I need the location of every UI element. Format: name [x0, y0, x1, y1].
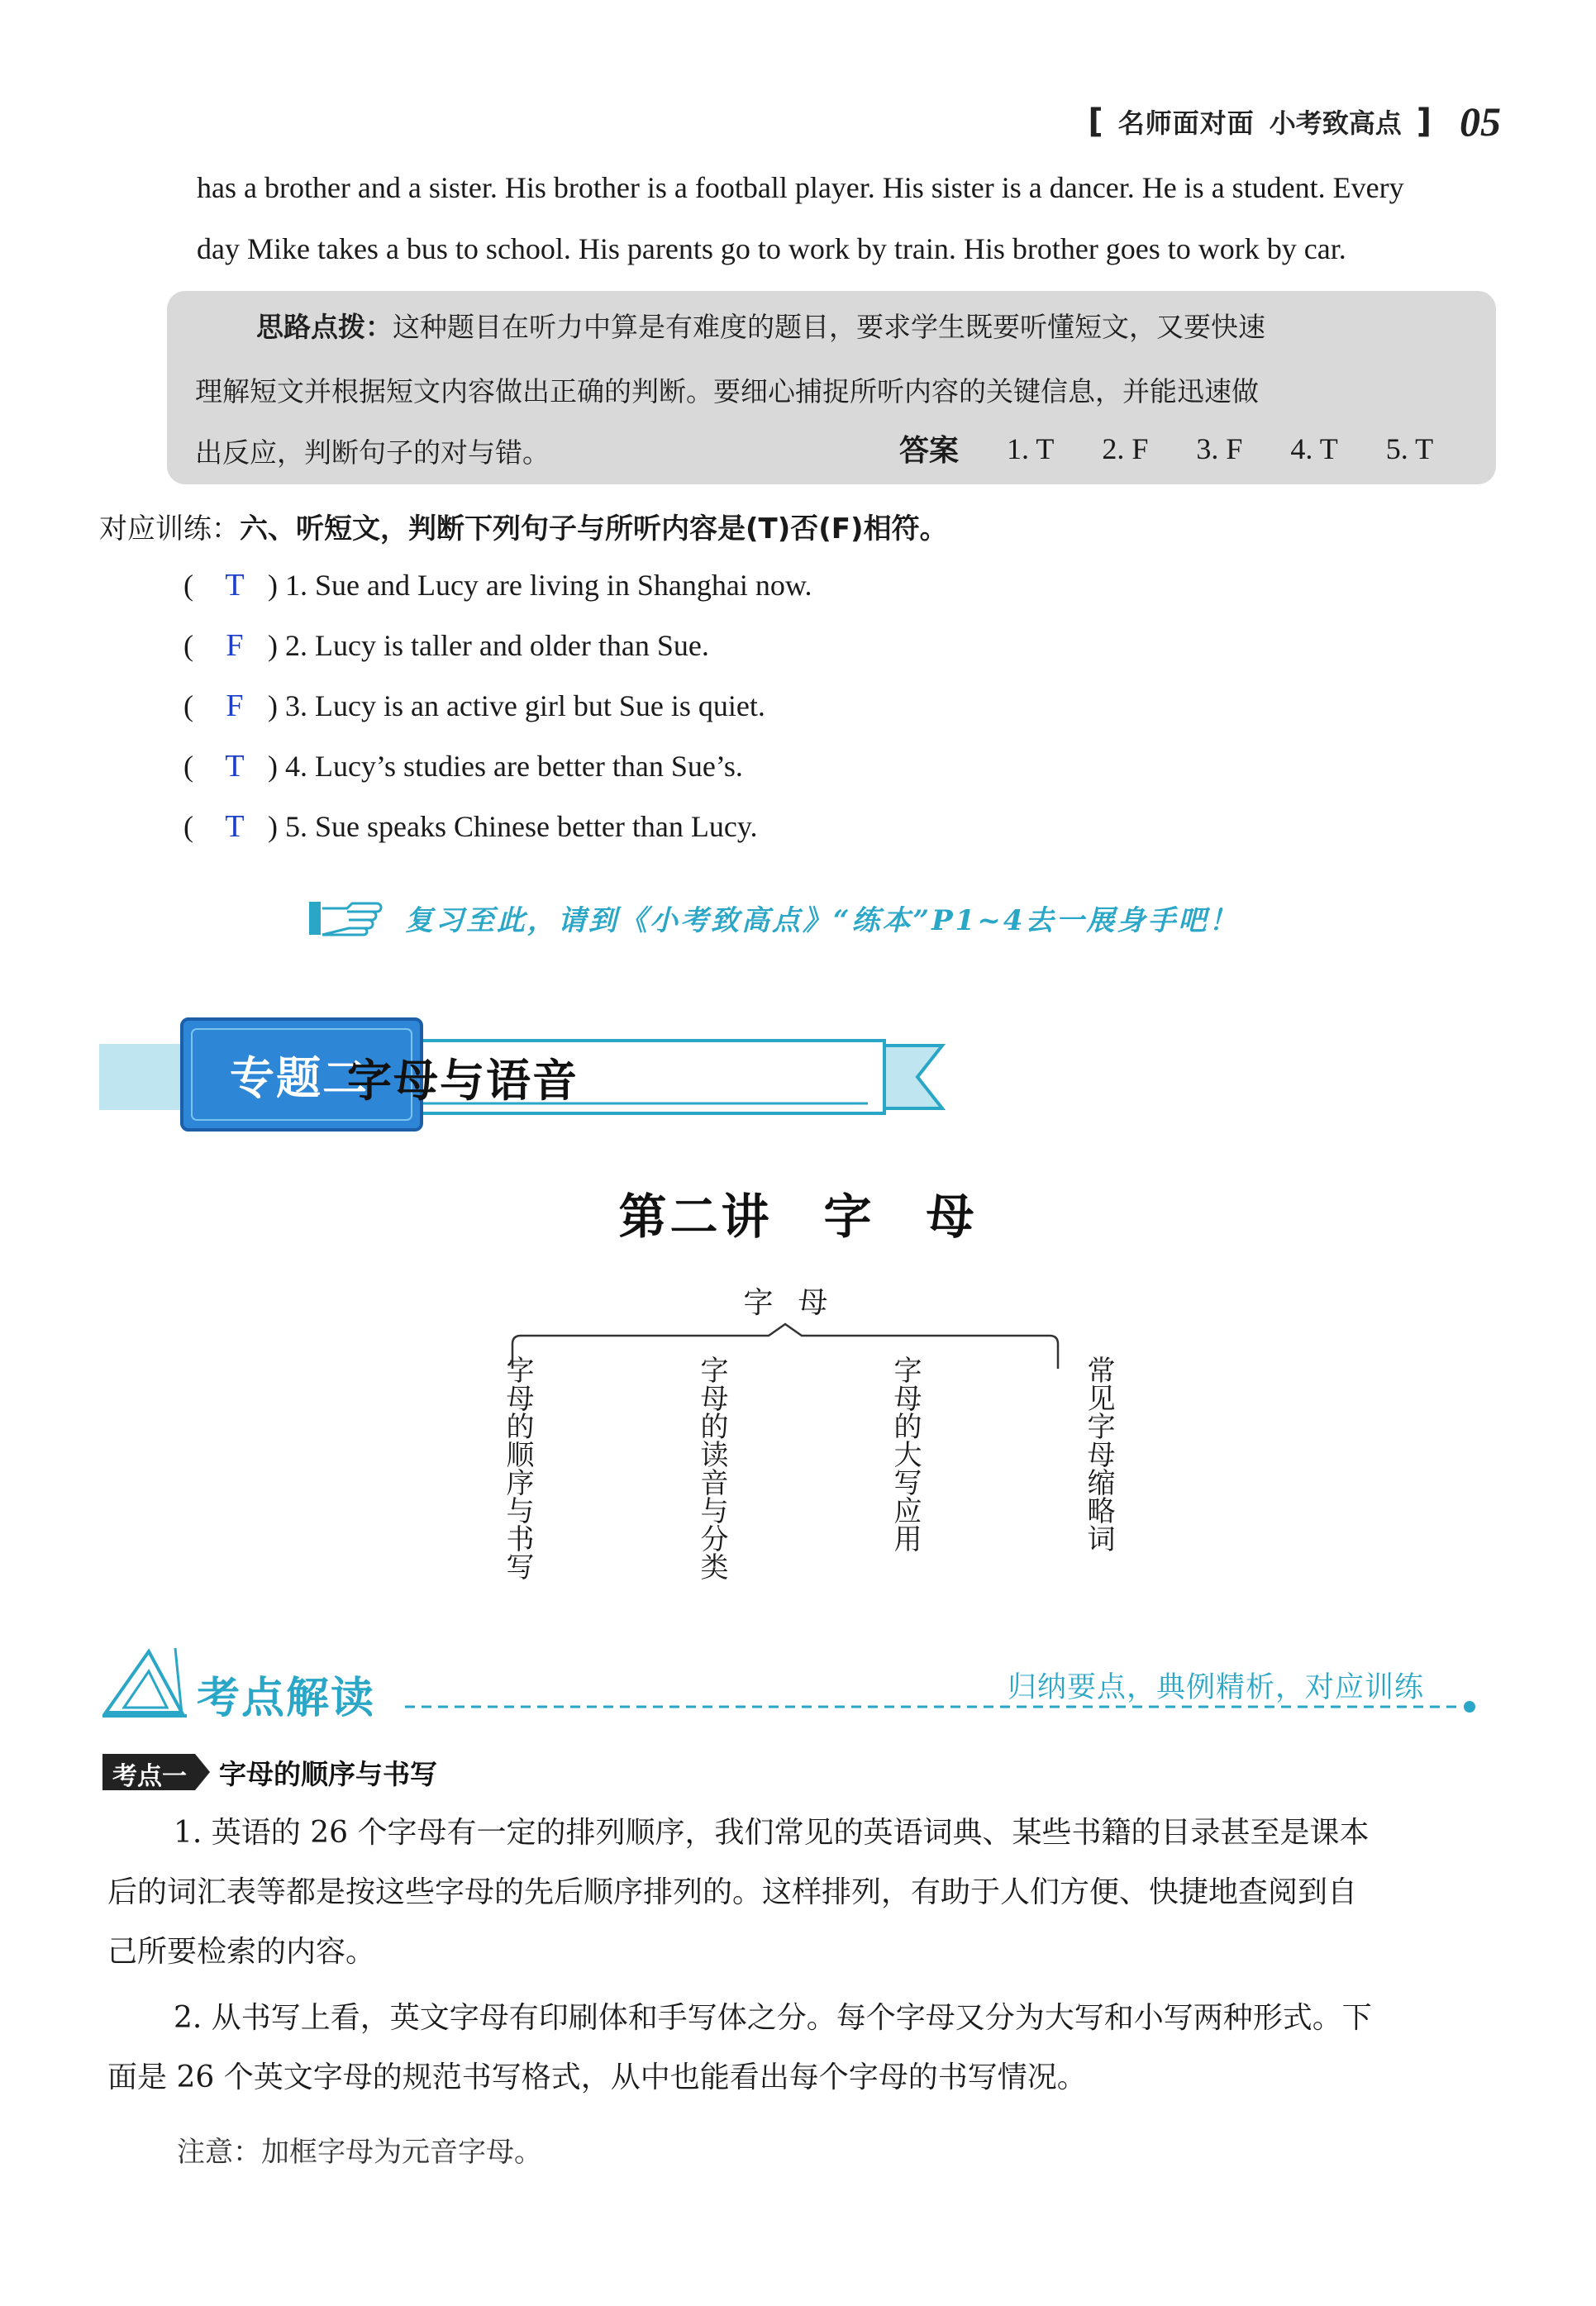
passage-line-2: day Mike takes a bus to school. His parents go to work by train. His brother goes to work by car. [197, 232, 1346, 265]
paragraph-2-line-1: 2. 从书写上看，英文字母有印刷体和手写体之分。每个字母又分为大写和小写两种形式。下 [174, 2001, 1372, 2035]
page-number: 05 [1460, 98, 1501, 145]
open-paren: ( [183, 750, 193, 783]
answer-label: 答案 [899, 434, 960, 468]
question-text: ) 5. Sue speaks Chinese better than Lucy. [268, 810, 758, 843]
kaodian-tag: 考点一 [112, 1762, 187, 1791]
answer-item: 4. T [1290, 431, 1338, 465]
tree-root: 字母 [743, 1286, 853, 1320]
pointing-hand-icon [307, 897, 390, 938]
tip-line-2: 理解短文并根据短文内容做出正确的判断。要细心捕捉所听内容的关键信息，并能迅速做 [195, 375, 1259, 407]
tip-text-1: 这种题目在听力中算是有难度的题目，要求学生既要听懂短文，又要快速 [393, 311, 1265, 343]
paragraph-1-line-1: 1. 英语的 26 个字母有一定的排列顺序，我们常见的英语词典、某些书籍的目录甚至是课本 [174, 1816, 1370, 1850]
answer-item: 1. T [1007, 431, 1055, 465]
passage-line-1: has a brother and a sister. His brother is a football player. His sister is a dancer. He is a student. Every [197, 171, 1404, 204]
topic-title: 字母与语音 [347, 1055, 579, 1107]
review-note [307, 897, 1239, 938]
tree-branch-order-writing: 字母的顺序与书写 [501, 1355, 534, 1580]
question-text: ) 2. Lucy is taller and older than Sue. [268, 629, 709, 662]
paragraph-2-line-2: 面是 26 个英文字母的规范书写格式，从中也能看出每个字母的书写情况。 [107, 2061, 1087, 2094]
training-instruction: 六、听短文，判断下列句子与所听内容是(T)否(F)相符。 [240, 512, 948, 546]
open-bracket: [ [1088, 102, 1103, 141]
training-label: 对应训练： [99, 512, 240, 546]
question-text: ) 3. Lucy is an active girl but Sue is quiet. [268, 689, 765, 722]
question-answer: F [226, 628, 244, 663]
answer-item: 3. F [1196, 431, 1243, 465]
question-row [183, 560, 812, 610]
tree-brace [463, 1321, 1108, 1370]
question-row [183, 681, 765, 731]
question-text: ) 1. Sue and Lucy are living in Shanghai now. [268, 569, 812, 602]
running-head [1088, 98, 1501, 145]
points-divider [405, 1699, 1479, 1715]
book-subtitle: 小考致高点 [1269, 107, 1402, 139]
vowel-note: 注意：加框字母为元音字母。 [177, 2136, 542, 2169]
open-paren: ( [183, 810, 193, 843]
points-title: 考点解读 [197, 1674, 376, 1723]
tree-branch-capitalization: 字母的大写应用 [889, 1355, 922, 1552]
lecture-title: 第二讲 字 母 [618, 1189, 978, 1245]
topic-tag: 专题二 [230, 1052, 369, 1104]
kaodian-title: 字母的顺序与书写 [219, 1758, 437, 1790]
tip-label: 思路点拨： [256, 311, 393, 343]
answer-item: 5. T [1385, 431, 1434, 465]
question-row [183, 802, 758, 851]
close-bracket: ] [1416, 102, 1432, 141]
answer-item: 2. F [1102, 431, 1149, 465]
open-paren: ( [183, 569, 193, 602]
points-subtitle: 归纳要点，典例精析，对应训练 [1007, 1671, 1424, 1704]
question-row [183, 621, 709, 670]
answer-row [899, 427, 1433, 469]
review-text: 复习至此，请到《小考致高点》“练本”P1~4去一展身手吧！ [405, 903, 1240, 937]
training-heading [99, 506, 948, 546]
series-name: 名师面对面 [1117, 107, 1255, 139]
question-answer: T [225, 568, 245, 603]
question-answer: T [225, 749, 245, 784]
tree-branch-pronunciation: 字母的读音与分类 [695, 1355, 728, 1580]
tip-line-1 [256, 306, 1546, 345]
tip-line-3: 出反应，判断句子的对与错。 [195, 436, 550, 469]
question-text: ) 4. Lucy’s studies are better than Sue’s. [268, 750, 743, 783]
open-paren: ( [183, 629, 193, 662]
question-row [183, 741, 743, 791]
paragraph-1-line-3: 己所要检索的内容。 [107, 1935, 376, 1969]
tree-branch-abbreviations: 常见字母缩略词 [1082, 1355, 1115, 1552]
question-answer: F [226, 688, 244, 723]
question-answer: T [225, 809, 245, 844]
paragraph-1-line-2: 后的词汇表等都是按这些字母的先后顺序排列的。这样排列，有助于人们方便、快捷地查阅到自 [107, 1875, 1358, 1909]
ruler-triangle-icon [99, 1643, 190, 1719]
open-paren: ( [183, 689, 193, 722]
